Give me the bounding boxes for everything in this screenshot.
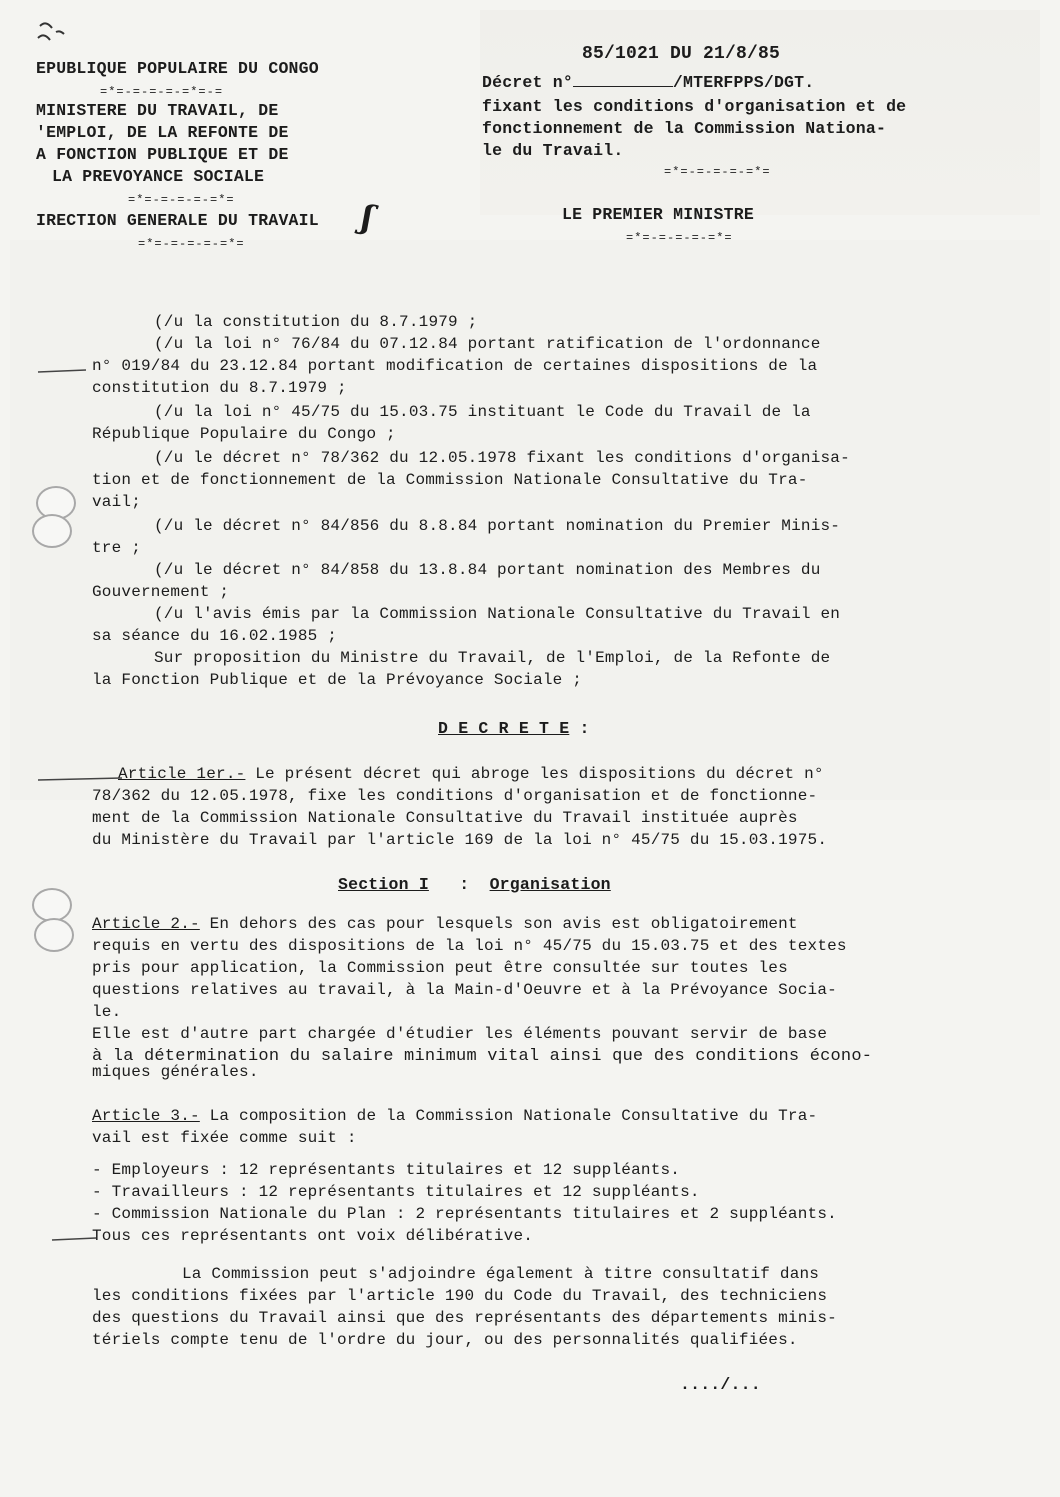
header-republic: EPUBLIQUE POPULAIRE DU CONGO <box>36 59 319 78</box>
visa-line: (/u l'avis émis par la Commission Nationale Consultative du Travail en <box>154 605 841 623</box>
visa-line: (/u le décret n° 78/362 du 12.05.1978 fixant les conditions d'organisa- <box>154 449 850 467</box>
visa-line: tion et de fonctionnement de la Commission Nationale Consultative du Tra- <box>92 471 808 489</box>
header-ministry-4: LA PREVOYANCE SOCIALE <box>52 167 265 186</box>
section-title: Organisation <box>489 875 611 894</box>
decree-subject-2: fonctionnement de la Commission Nationa- <box>482 119 887 138</box>
visa-line: tre ; <box>92 539 142 557</box>
decrete-colon: : <box>579 719 590 738</box>
article-3-text: vail est fixée comme suit : <box>92 1129 357 1147</box>
header-ministry-3: A FONCTION PUBLIQUE ET DE <box>36 145 289 164</box>
article-3-text: La Commission peut s'adjoindre également à titre consultatif dans <box>182 1265 820 1283</box>
continuation-marker: ..../... <box>680 1375 761 1394</box>
decrete-heading: D E C R E T E <box>438 719 570 738</box>
header-direction: IRECTION GENERALE DU TRAVAIL <box>36 211 319 230</box>
section-label: Section I <box>338 875 429 894</box>
visa-line: la Fonction Publique et de la Prévoyance Sociale ; <box>92 671 583 689</box>
article-3-text: les conditions fixées par l'article 190 du Code du Travail, des techniciens <box>92 1287 828 1305</box>
visa-line: (/u la constitution du 8.7.1979 ; <box>154 313 478 331</box>
reference-stamp: 85/1021 DU 21/8/85 <box>582 44 781 64</box>
punch-hole-icon <box>32 514 72 548</box>
article-1-text: du Ministère du Travail par l'article 169 de la loi n° 45/75 du 15.03.1975. <box>92 831 828 849</box>
article-1-text: 78/362 du 12.05.1978, fixe les conditions d'organisation et de fonctionne- <box>92 787 818 805</box>
header-ministry-1: MINISTERE DU TRAVAIL, DE <box>36 101 279 120</box>
article-2-label: Article 2.- <box>92 915 200 933</box>
premier-ministre-heading: LE PREMIER MINISTRE <box>562 205 754 224</box>
article-2-text: pris pour application, la Commission peut être consultée sur toutes les <box>92 959 788 977</box>
punch-hole-icon <box>34 918 74 952</box>
decree-number-label: Décret n° <box>482 73 573 92</box>
margin-mark-icon <box>50 1232 100 1248</box>
section-separator: : <box>459 875 470 894</box>
visa-line: (/u le décret n° 84/856 du 8.8.84 portant nomination du Premier Minis- <box>154 517 841 535</box>
decree-subject-1: fixant les conditions d'organisation et de <box>482 97 907 116</box>
header-ministry-2: 'EMPLOI, DE LA REFONTE DE <box>36 123 289 142</box>
decree-subject-3: le du Travail. <box>482 141 624 160</box>
premier-ministre-separator: =*=-=-=-=-=*= <box>626 231 733 245</box>
article-3-label: Article 3.- <box>92 1107 200 1125</box>
visa-line: n° 019/84 du 23.12.84 portant modification de certaines dispositions de la <box>92 357 818 375</box>
initial-signature-icon: ʃ <box>359 197 376 237</box>
margin-mark-icon <box>36 360 96 380</box>
article-1-text: Le présent décret qui abroge les dispositions du décret n° <box>245 765 824 783</box>
visa-line: sa séance du 16.02.1985 ; <box>92 627 338 645</box>
visa-line: République Populaire du Congo ; <box>92 425 396 443</box>
visa-line: (/u le décret n° 84/858 du 13.8.84 portant nomination des Membres du <box>154 561 821 579</box>
article-3-text: Tous ces représentants ont voix délibérative. <box>92 1227 534 1245</box>
visa-line: (/u la loi n° 76/84 du 07.12.84 portant ratification de l'ordonnance <box>154 335 821 353</box>
header-separator: =*=-=-=-=-=*= <box>128 193 235 207</box>
article-1-label: Article 1er.- <box>118 765 246 783</box>
decree-separator: =*=-=-=-=-=*= <box>664 165 771 179</box>
visa-line: constitution du 8.7.1979 ; <box>92 379 347 397</box>
article-2-text: le. <box>92 1003 122 1021</box>
header-separator: =*=-=-=-=-=*= <box>138 237 245 251</box>
visa-line: Gouvernement ; <box>92 583 230 601</box>
article-3-list-item: - Commission Nationale du Plan : 2 représentants titulaires et 2 suppléants. <box>92 1205 837 1223</box>
article-3-text: des questions du Travail ainsi que des représentants des départements minis- <box>92 1309 837 1327</box>
article-2-text: requis en vertu des dispositions de la loi n° 45/75 du 15.03.75 et des textes <box>92 937 847 955</box>
visa-line: Sur proposition du Ministre du Travail, de l'Emploi, de la Refonte de <box>154 649 831 667</box>
article-3-list-item: - Employeurs : 12 représentants titulaires et 12 suppléants. <box>92 1161 681 1179</box>
decree-number-suffix: /MTERFPPS/DGT. <box>672 73 815 92</box>
punch-hole-icon <box>32 888 72 922</box>
margin-mark-icon <box>36 770 126 790</box>
header-separator: =*=-=-=-=-=*=-= <box>100 85 224 99</box>
article-3-text: tériels compte tenu de l'ordre du jour, ou des personnalités qualifiées. <box>92 1331 798 1349</box>
decree-number-blank <box>573 72 673 87</box>
article-2-text: miques générales. <box>92 1063 259 1081</box>
article-1-text: ment de la Commission Nationale Consultative du Travail instituée auprès <box>92 809 798 827</box>
article-3-text: La composition de la Commission Nationale Consultative du Tra- <box>199 1107 818 1125</box>
article-3-list-item: - Travailleurs : 12 représentants titulaires et 12 suppléants. <box>92 1183 700 1201</box>
article-2-text: Elle est d'autre part chargée d'étudier les éléments pouvant servir de base <box>92 1025 828 1043</box>
visa-line: vail; <box>92 493 142 511</box>
corner-mark-icon <box>36 18 76 48</box>
article-2-text: à la détermination du salaire minimum vital ainsi que des conditions écono- <box>92 1047 873 1066</box>
article-2-text: questions relatives au travail, à la Main-d'Oeuvre et à la Prévoyance Socia- <box>92 981 837 999</box>
article-2-text: En dehors des cas pour lesquels son avis est obligatoirement <box>199 915 798 933</box>
visa-line: (/u la loi n° 45/75 du 15.03.75 instituant le Code du Travail de la <box>154 403 811 421</box>
